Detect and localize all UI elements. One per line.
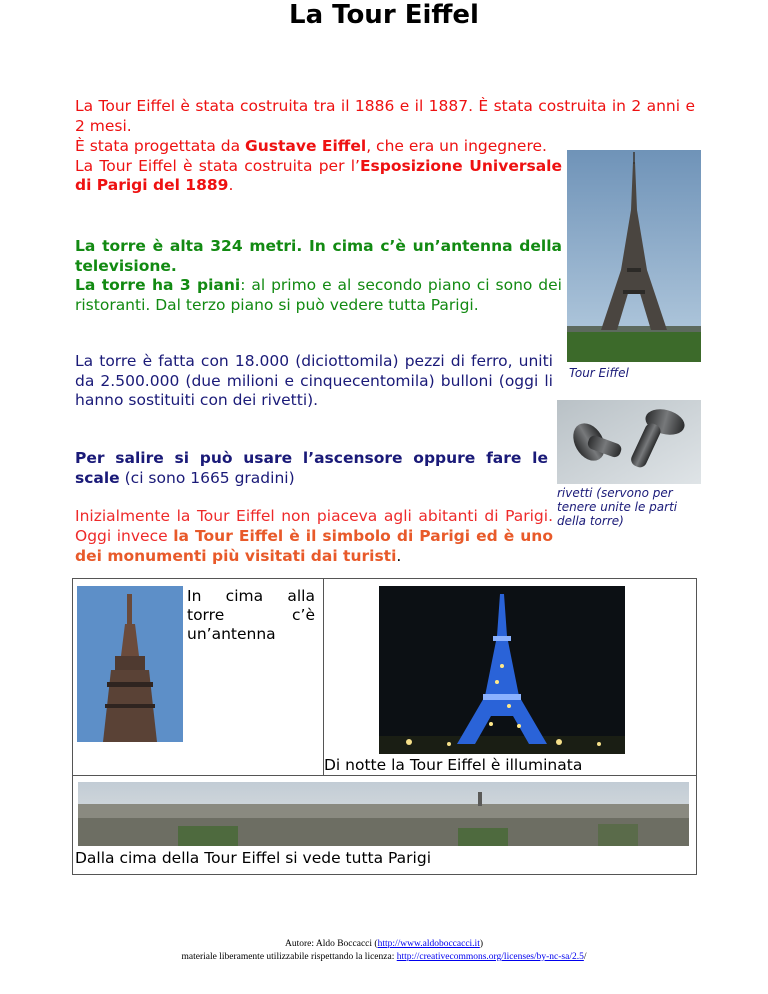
panorama-caption: Dalla cima della Tour Eiffel si vede tutta Parigi (75, 849, 432, 867)
floors-detail: : al primo e al secondo piano ci sono dei ristoranti. Dal terzo piano si può vedere tutta Parigi. (75, 276, 562, 314)
expo-text-end: . (228, 176, 234, 194)
panorama-cell (73, 776, 697, 875)
page-title: La Tour Eiffel (289, 0, 479, 30)
author-website-link[interactable]: http://www.aldoboccacci.it (377, 939, 480, 949)
night-photo (379, 586, 625, 754)
iron-paragraph (75, 352, 553, 411)
designer-paragraph (75, 137, 562, 196)
panorama-photo (78, 782, 689, 846)
footer (0, 938, 768, 964)
designer-text-end: , che era un ingegnere. (366, 137, 547, 155)
footer-author-line (0, 938, 768, 951)
expo-text: La Tour Eiffel è stata costruita per l’ (75, 156, 360, 175)
stairs-text: Per salire si può usare l’ascensore oppure fare le scale (75, 449, 548, 487)
footer-license-text: materiale liberamente utilizzabile rispettando la licenza: (181, 952, 397, 962)
night-caption: Di notte la Tour Eiffel è illuminata (324, 756, 583, 774)
tower-caption: Tour Eiffel (569, 366, 629, 380)
table-row (73, 579, 697, 776)
rivets-caption: rivetti (servono per tenere unite le parti della torre) (557, 486, 678, 528)
antenna-photo-cell (73, 579, 184, 776)
license-link[interactable]: http://creativecommons.org/licenses/by-nc-sa/2.5 (396, 952, 584, 962)
stairs-detail: (ci sono 1665 gradini) (119, 468, 295, 487)
eiffel-tower-photo (567, 150, 701, 362)
symbol-text-end: . (396, 547, 402, 565)
height-text: La torre è alta 324 metri. In cima c’è un’antenna della televisione. (75, 237, 562, 275)
footer-license-end: / (583, 952, 587, 962)
intro-paragraph (75, 97, 695, 136)
table-row (73, 776, 697, 875)
antenna-caption: In cima alla torre c’è un’antenna (187, 587, 315, 643)
intro-text: La Tour Eiffel è stata costruita tra il 1886 e il 1887. È stata costruita in 2 anni e 2 mesi. (75, 97, 695, 135)
designer-name: Gustave Eiffel (245, 137, 367, 155)
photo-table (72, 578, 697, 875)
antenna-text-cell (183, 579, 324, 776)
night-cell (324, 579, 697, 776)
footer-license-line (0, 951, 768, 964)
footer-author-end: ) (479, 939, 484, 949)
expo-name: Esposizione Universale di Parigi del 1889 (75, 156, 562, 194)
stairs-paragraph (75, 449, 548, 488)
rivets-photo (557, 400, 701, 484)
symbol-highlight: la Tour Eiffel è il simbolo di Parigi ed è uno dei monumenti più visitati dai turisti (75, 527, 553, 565)
floors-text: La torre ha 3 piani (75, 276, 241, 294)
symbol-paragraph (75, 506, 553, 566)
iron-text: La torre è fatta con 18.000 (diciottomila) pezzi di ferro, uniti da 2.500.000 (due milioni e cinquecentomila) bulloni (oggi li hanno sostituiti con dei rivetti). (75, 352, 553, 409)
symbol-text: Inizialmente la Tour Eiffel non piaceva agli abitanti di Parigi. Oggi invece (75, 507, 553, 545)
height-paragraph (75, 237, 562, 315)
footer-author-text: Autore: Aldo Boccacci ( (284, 939, 378, 949)
designer-text: È stata progettata da (75, 137, 246, 155)
antenna-photo (77, 586, 183, 742)
